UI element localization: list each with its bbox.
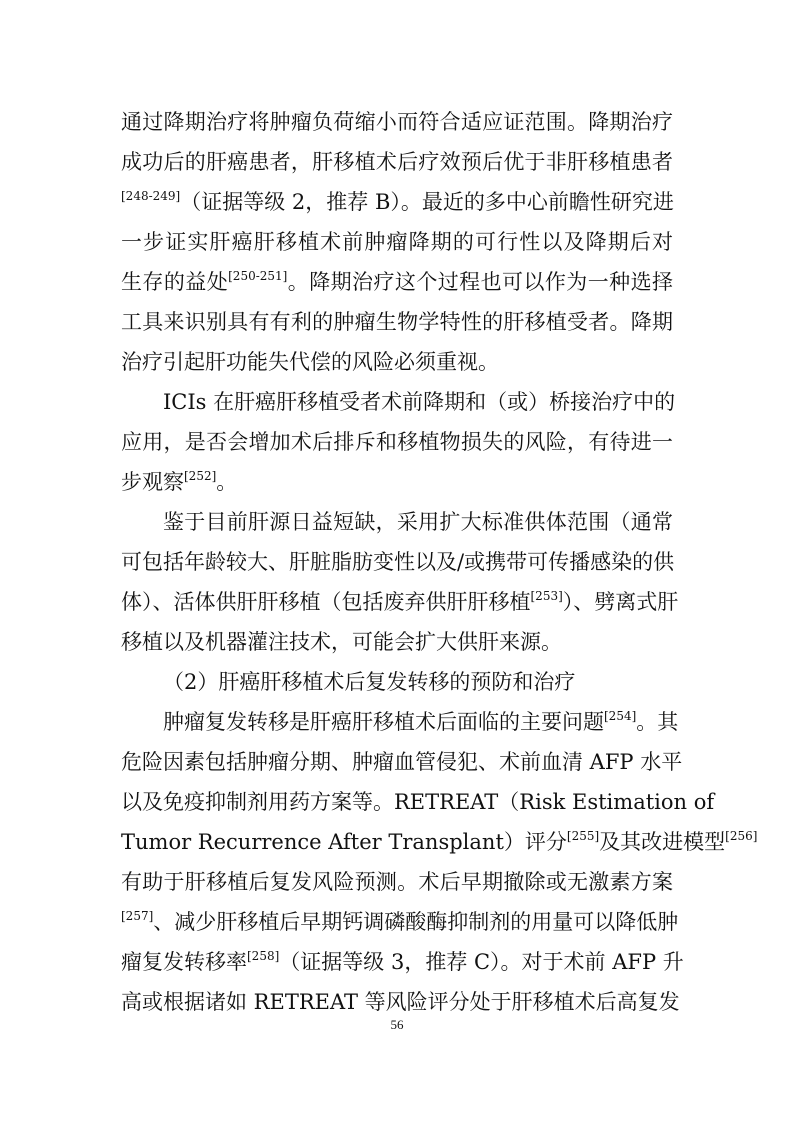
text-segment: Tumor Recurrence After Transplant）评分 xyxy=(121,830,567,854)
text-line xyxy=(121,142,673,182)
text-line xyxy=(121,222,673,262)
text-line xyxy=(163,502,673,542)
text-segment: （2）肝癌肝移植术后复发转移的预防和治疗 xyxy=(163,670,576,694)
text-line xyxy=(121,742,683,782)
citation-ref: [254] xyxy=(604,709,637,723)
text-segment: 步观察 xyxy=(121,470,184,494)
text-line xyxy=(121,822,758,862)
text-segment: 危险因素包括肿瘤分期、肿瘤血管侵犯、术前血清 AFP 水平 xyxy=(121,750,683,774)
text-segment: 以及免疫抑制剂用药方案等。RETREAT（Risk Estimation of xyxy=(121,790,715,814)
text-line xyxy=(121,622,673,662)
citation-ref: [257] xyxy=(121,909,154,923)
text-line xyxy=(121,542,673,582)
text-line xyxy=(121,462,673,502)
text-segment: 及其改进模型 xyxy=(599,830,726,854)
text-segment: 一步证实肝癌肝移植术前肿瘤降期的可行性以及降期后对 xyxy=(121,230,673,254)
text-segment: 、减少肝移植后早期钙调磷酸酶抑制剂的用量可以降低肿 xyxy=(153,910,679,934)
text-line xyxy=(121,422,673,462)
text-line xyxy=(121,902,679,942)
text-segment: 可包括年龄较大、肝脏脂肪变性以及/或携带可传播感染的供 xyxy=(121,550,675,574)
text-line xyxy=(163,702,679,742)
citation-ref: [256] xyxy=(725,829,758,843)
text-line xyxy=(121,302,673,342)
text-segment: 。 xyxy=(216,470,238,494)
text-line xyxy=(121,982,680,1022)
text-segment: 高或根据诸如 RETREAT 等风险评分处于肝移植术后高复发 xyxy=(121,990,680,1014)
citation-ref: [248-249] xyxy=(121,189,181,203)
citation-ref: [258] xyxy=(247,949,280,963)
text-segment: 鉴于目前肝源日益短缺，采用扩大标准供体范围（通常 xyxy=(163,510,673,534)
text-line xyxy=(121,262,673,302)
text-segment: 工具来识别具有有利的肿瘤生物学特性的肝移植受者。降期 xyxy=(121,310,673,334)
text-segment: 。降期治疗这个过程也可以作为一种选择 xyxy=(287,270,674,294)
text-line xyxy=(121,582,679,622)
text-segment: 体）、活体供肝肝移植（包括废弃供肝肝移植 xyxy=(121,590,531,614)
text-segment: 治疗引起肝功能失代偿的风险必须重视。 xyxy=(121,350,499,374)
text-line xyxy=(121,862,673,902)
text-segment: 瘤复发转移率 xyxy=(121,950,247,974)
citation-ref: [252] xyxy=(184,469,217,483)
section-heading xyxy=(163,662,673,702)
text-segment: 应用，是否会增加术后排斥和移植物损失的风险，有待进一 xyxy=(121,430,673,454)
text-line xyxy=(121,342,673,382)
text-segment: 成功后的肝癌患者，肝移植术后疗效预后优于非肝移植患者 xyxy=(121,150,673,174)
text-line xyxy=(121,102,673,142)
text-segment: （证据等级 3，推荐 C）。对于术前 AFP 升 xyxy=(279,950,684,974)
text-line xyxy=(121,782,715,822)
text-line xyxy=(163,382,676,422)
citation-ref: [253] xyxy=(530,589,563,603)
text-segment: ）、劈离式肝 xyxy=(562,590,679,614)
text-line xyxy=(121,182,673,222)
text-segment: （证据等级 2，推荐 B）。最近的多中心前瞻性研究进 xyxy=(180,190,674,214)
text-segment: 生存的益处 xyxy=(121,270,229,294)
citation-ref: [255] xyxy=(566,829,600,843)
text-line xyxy=(121,942,684,982)
citation-ref: [250-251] xyxy=(228,269,288,283)
text-segment: ICIs 在肝癌肝移植受者术前降期和（或）桥接治疗中的 xyxy=(163,390,676,414)
text-segment: 。其 xyxy=(636,710,679,734)
text-segment: 通过降期治疗将肿瘤负荷缩小而符合适应证范围。降期治疗 xyxy=(121,110,673,134)
text-segment: 有助于肝移植后复发风险预测。术后早期撤除或无激素方案 xyxy=(121,870,673,894)
text-segment: 肿瘤复发转移是肝癌肝移植术后面临的主要问题 xyxy=(163,710,604,734)
page-number: 56 xyxy=(390,1017,404,1032)
text-segment: 移植以及机器灌注技术，可能会扩大供肝来源。 xyxy=(121,630,562,654)
